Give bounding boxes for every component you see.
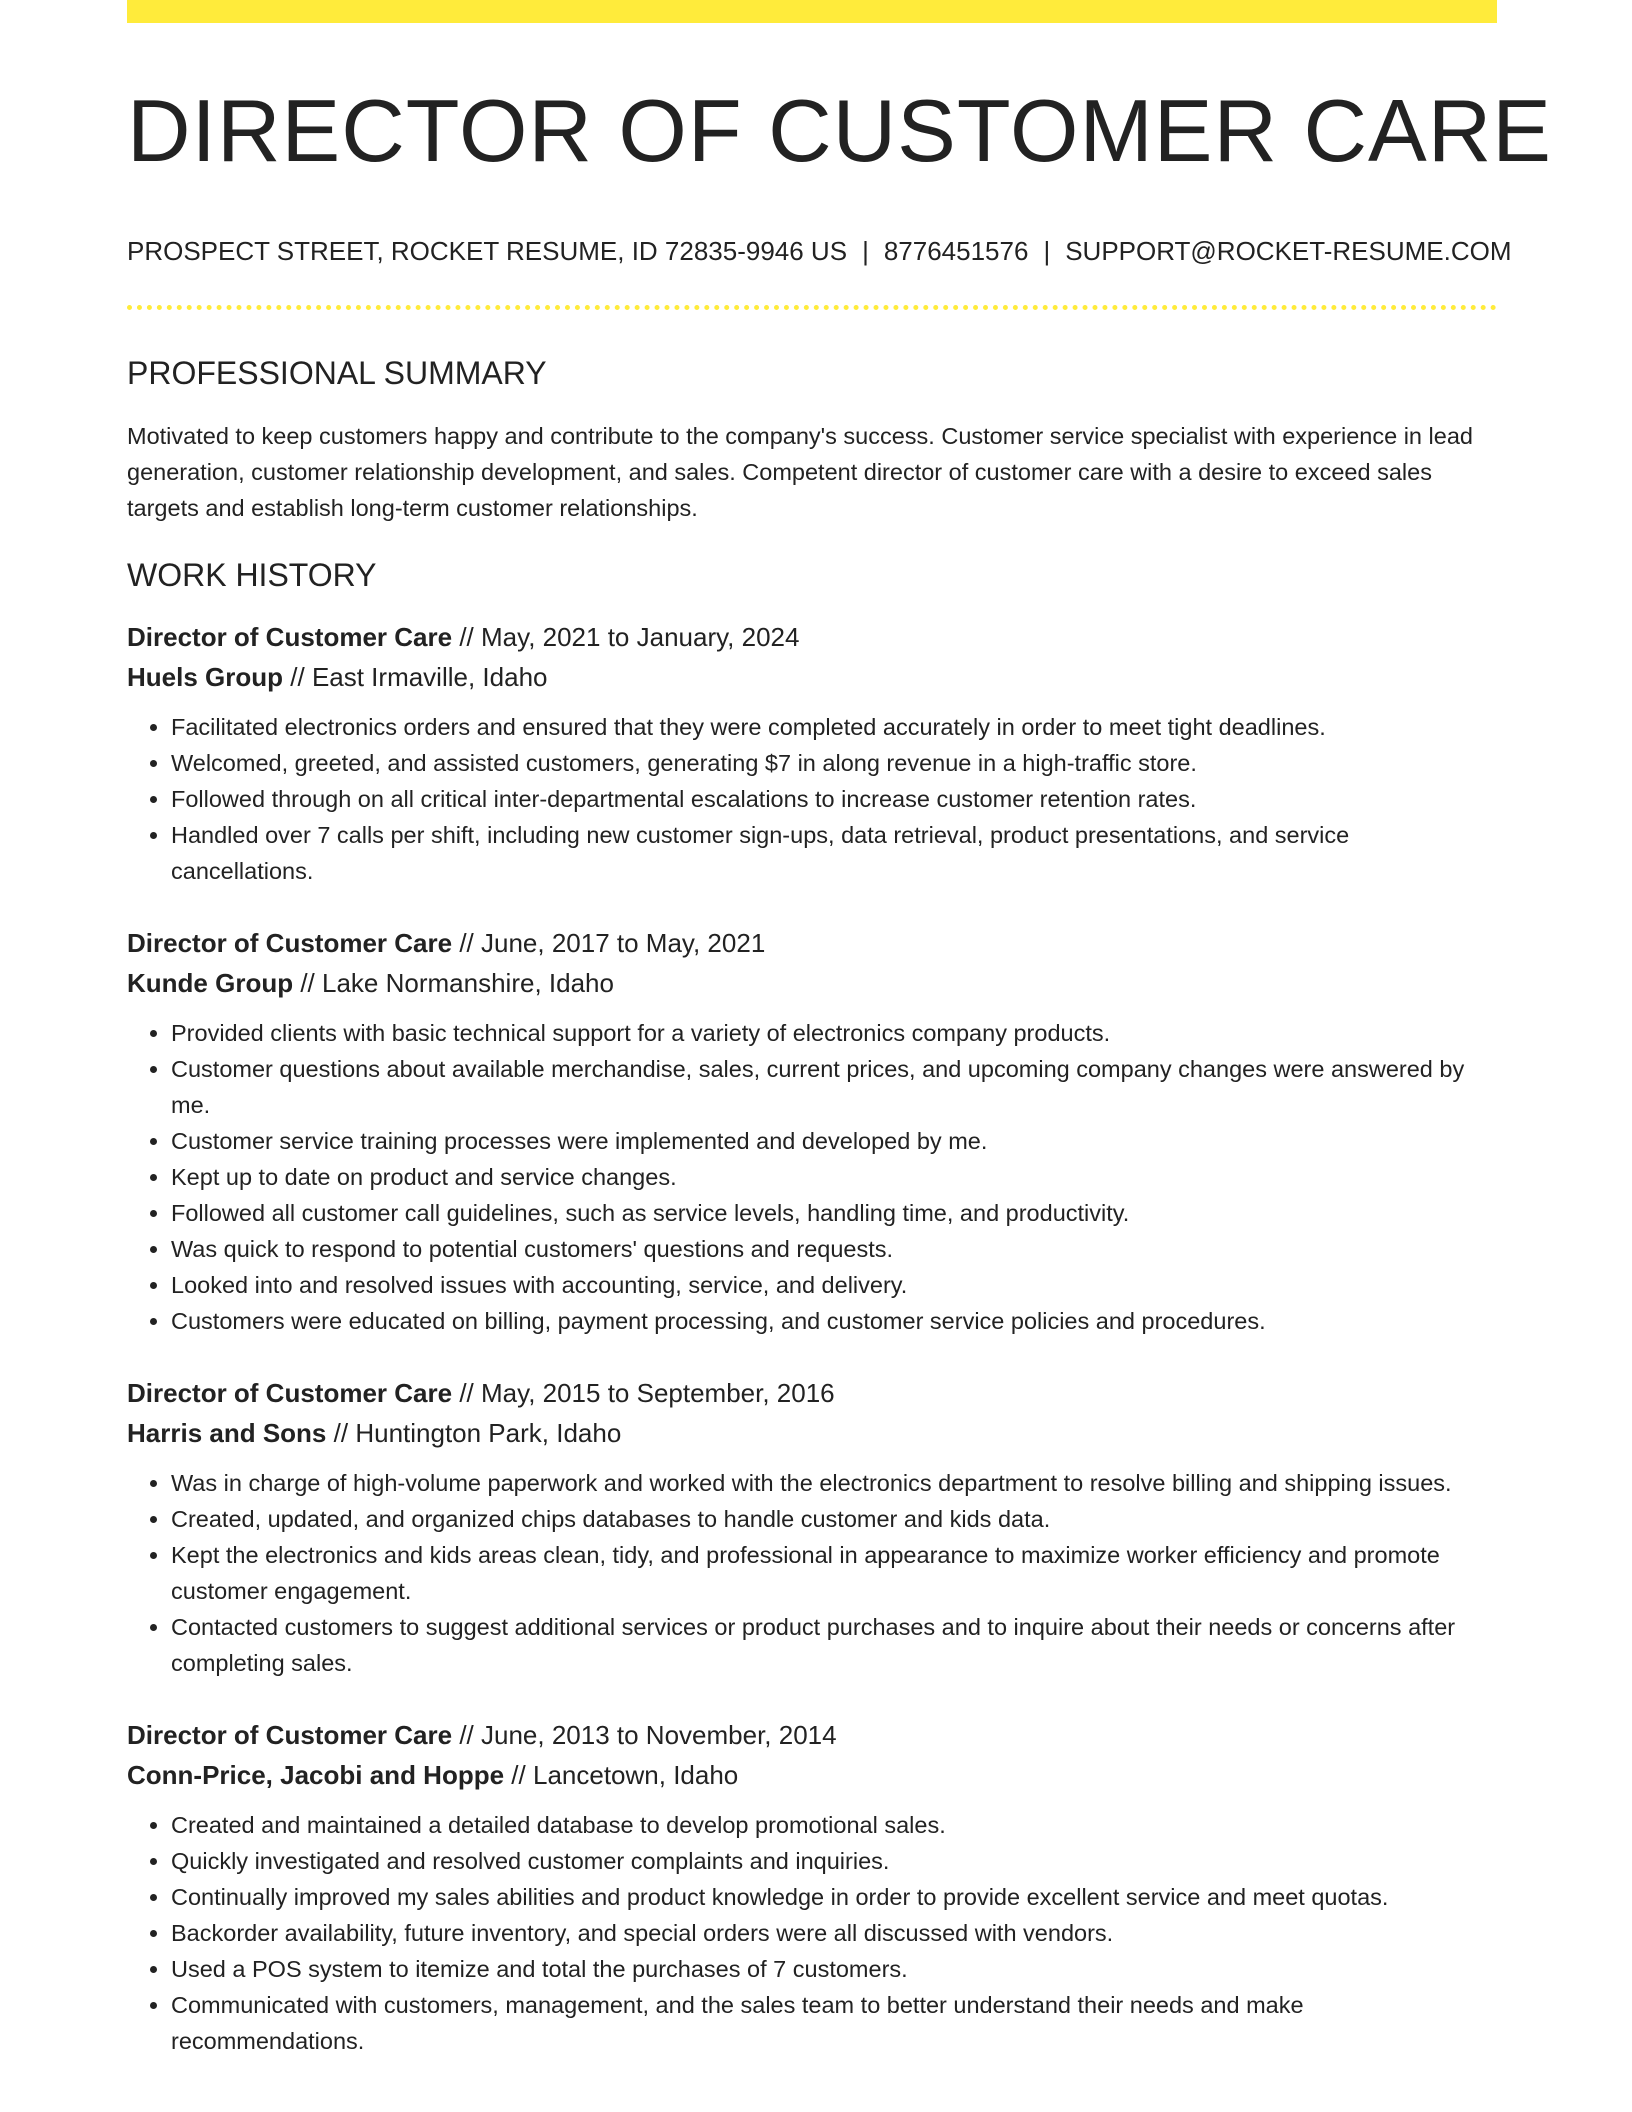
job-dates: June, 2017 to May, 2021 — [481, 927, 766, 958]
job-bullet: • Kept up to date on product and service changes. — [171, 1159, 1497, 1195]
job-bullet: • Provided clients with basic technical support for a variety of electronics company products. — [171, 1015, 1497, 1051]
job-dates: June, 2013 to November, 2014 — [481, 1719, 837, 1750]
job-title-line — [127, 1715, 1497, 1755]
resume-title: DIRECTOR OF CUSTOMER CARE — [127, 81, 1552, 180]
job-bullet: • Handled over 7 calls per shift, including new customer sign-ups, data retrieval, product presentations, and service cancellations. — [171, 817, 1497, 889]
job-company: Kunde Group — [127, 967, 294, 998]
contact-email: SUPPORT@ROCKET-RESUME.COM — [1065, 235, 1512, 266]
job-title-line — [127, 923, 1497, 963]
job-location: Lake Normanshire, Idaho — [322, 967, 614, 998]
job-bullet: • Used a POS system to itemize and total the purchases of 7 customers. — [171, 1951, 1497, 1987]
job-bullet-list — [127, 1465, 1497, 1681]
work-history-heading: WORK HISTORY — [127, 557, 377, 594]
job-title: Director of Customer Care — [127, 1377, 453, 1408]
job-company: Conn-Price, Jacobi and Hoppe — [127, 1759, 505, 1790]
job-bullet: • Customer questions about available merchandise, sales, current prices, and upcoming company changes were answered by me. — [171, 1051, 1497, 1123]
job-location: Lancetown, Idaho — [532, 1759, 739, 1790]
contact-separator: | — [1043, 235, 1051, 266]
job-bullet: • Followed all customer call guidelines, such as service levels, handling time, and productivity. — [171, 1195, 1497, 1231]
job-separator: // — [300, 967, 315, 998]
job-bullet: • Created and maintained a detailed database to develop promotional sales. — [171, 1807, 1497, 1843]
job-entry — [127, 1373, 1497, 1681]
job-title: Director of Customer Care — [127, 1719, 453, 1750]
job-separator: // — [459, 1377, 474, 1408]
job-bullet: • Continually improved my sales abilities and product knowledge in order to provide excellent service and meet quotas. — [171, 1879, 1497, 1915]
job-title-line — [127, 1373, 1497, 1413]
job-separator: // — [459, 621, 474, 652]
job-separator: // — [290, 661, 305, 692]
job-location: Huntington Park, Idaho — [355, 1417, 622, 1448]
contact-separator: | — [862, 235, 869, 266]
job-company: Huels Group — [127, 661, 284, 692]
job-entry — [127, 617, 1497, 889]
job-dates: May, 2015 to September, 2016 — [481, 1377, 835, 1408]
job-company-line — [127, 963, 1497, 1003]
job-title: Director of Customer Care — [127, 621, 453, 652]
job-separator: // — [333, 1417, 349, 1448]
job-separator: // — [459, 927, 474, 958]
resume-page — [127, 0, 1552, 2059]
job-bullet: • Was in charge of high-volume paperwork and worked with the electronics department to resolve billing and shipping issues. — [171, 1465, 1497, 1501]
job-company-line — [127, 1755, 1497, 1795]
dotted-divider — [127, 305, 1497, 310]
job-bullet-list — [127, 1015, 1497, 1339]
job-bullet: • Looked into and resolved issues with accounting, service, and delivery. — [171, 1267, 1497, 1303]
contact-phone: 8776451576 — [883, 235, 1029, 266]
job-entry — [127, 923, 1497, 1339]
job-bullet: • Customer service training processes were implemented and developed by me. — [171, 1123, 1497, 1159]
job-bullet: • Backorder availability, future inventory, and special orders were all discussed with vendors. — [171, 1915, 1497, 1951]
job-bullet: • Quickly investigated and resolved customer complaints and inquiries. — [171, 1843, 1497, 1879]
contact-line — [127, 235, 1512, 267]
job-title: Director of Customer Care — [127, 927, 453, 958]
job-bullet: • Created, updated, and organized chips databases to handle customer and kids data. — [171, 1501, 1497, 1537]
job-bullet: • Contacted customers to suggest additional services or product purchases and to inquire about their needs or concerns after completing sales. — [171, 1609, 1497, 1681]
job-entry — [127, 1715, 1497, 2059]
job-separator: // — [511, 1759, 526, 1790]
accent-top-bar — [127, 0, 1497, 23]
contact-address: PROSPECT STREET, ROCKET RESUME, ID 72835-9946 US — [127, 235, 848, 266]
job-bullet: • Followed through on all critical inter-departmental escalations to increase customer retention rates. — [171, 781, 1497, 817]
job-bullet: • Facilitated electronics orders and ensured that they were completed accurately in order to meet tight deadlines. — [171, 709, 1497, 745]
job-separator: // — [459, 1719, 474, 1750]
job-company: Harris and Sons — [127, 1417, 327, 1448]
job-bullet: • Welcomed, greeted, and assisted customers, generating $7 in along revenue in a high-traffic store. — [171, 745, 1497, 781]
job-bullet: • Kept the electronics and kids areas clean, tidy, and professional in appearance to maximize worker efficiency and promote customer engagement. — [171, 1537, 1497, 1609]
job-title-line — [127, 617, 1497, 657]
job-bullet-list — [127, 1807, 1497, 2059]
job-location: East Irmaville, Idaho — [311, 661, 548, 692]
summary-heading: PROFESSIONAL SUMMARY — [127, 354, 547, 391]
job-bullet: • Customers were educated on billing, payment processing, and customer service policies and procedures. — [171, 1303, 1497, 1339]
job-company-line — [127, 657, 1497, 697]
job-bullet: • Communicated with customers, management, and the sales team to better understand their needs and make recommendations. — [171, 1987, 1497, 2059]
job-bullet: • Was quick to respond to potential customers' questions and requests. — [171, 1231, 1497, 1267]
job-bullet-list — [127, 709, 1497, 889]
summary-text: Motivated to keep customers happy and contribute to the company's success. Customer service specialist with experience in lead generation, customer relationship development, and sales. Competent director of customer care with a desire to exceed sales targets and establish long-term customer relationships. — [127, 423, 1473, 522]
job-company-line — [127, 1413, 1497, 1453]
job-dates: May, 2021 to January, 2024 — [481, 621, 800, 652]
